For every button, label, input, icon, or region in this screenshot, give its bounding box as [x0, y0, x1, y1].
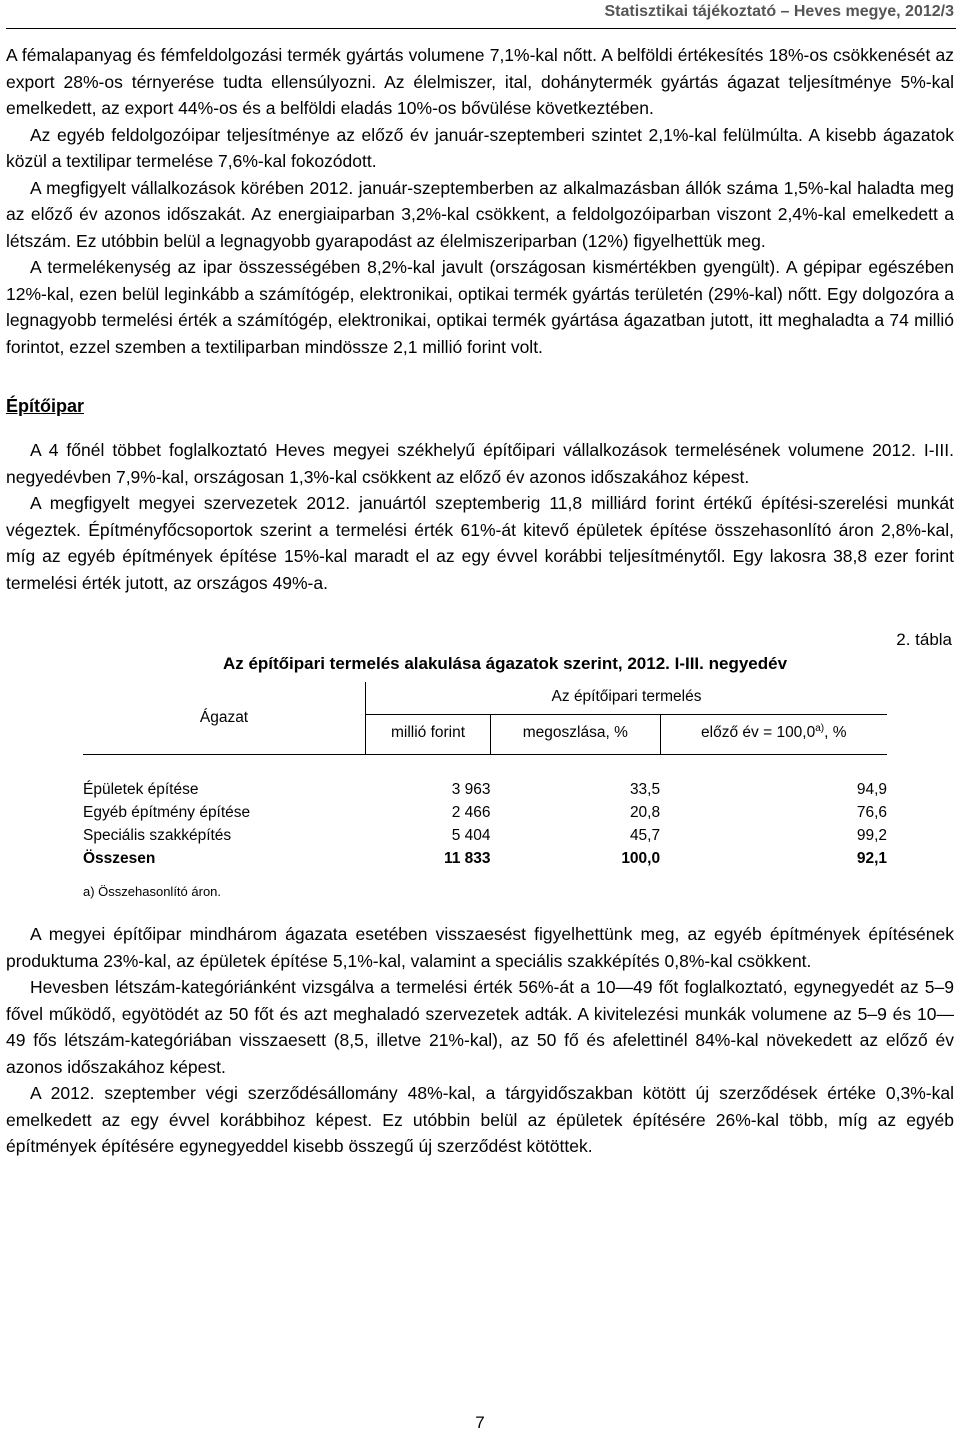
row-label: Egyéb építmény építése [83, 803, 251, 821]
page-number: 7 [475, 1413, 485, 1432]
page-content [6, 42, 954, 1160]
cell-million: 5 404 [451, 826, 491, 844]
running-header: Statisztikai tájékoztató – Heves megye, 2012/3 [604, 3, 954, 20]
paragraph: A termelékenység az ipar összességében 8,2%-kal javult (országosan kismértékben gyengült). A gépipar egészében 12%-kal, ezen belül leginkább a számítógép, elektronikai, optikai termék gyártás területén (29%-kal) nőtt. Egy dolgozóra a legnagyobb termelési érték a számítógép, elektronikai, optikai termék gyártása ágazatban jutott, itt meghaladta a 74 millió forintot, ezzel szemben a textiliparban mindössze 2,1 millió forint volt. [6, 257, 954, 357]
cell-million: 3 963 [451, 780, 491, 798]
cell-million: 2 466 [451, 803, 491, 821]
table-row [83, 801, 887, 824]
bottom-text [6, 921, 954, 1160]
cell-share: 33,5 [629, 780, 661, 798]
table-row [83, 778, 887, 801]
table-row [83, 824, 887, 847]
paragraph: A megfigyelt megyei szervezetek 2012. januártól szeptemberig 11,8 milliárd forint értékű építési-szerelési munkát végeztek. Építményfőcsoportok szerint a termelési érték 61%-át kitevő épületek építése összehasonlító áron 2,8%-kal, míg az egyéb építmények építése 15%-kal maradt el az egy évvel korábbi teljesítménytől. Egy lakosra 38,8 ezer forint termelési érték jutott, az országos 49%-a. [6, 493, 954, 593]
paragraph: Hevesben létszám-kategóriánként vizsgálva a termelési érték 56%-át a 10—49 főt foglalkoztató, egynegyedét az 5–9 fővel működő, egyötödét az 50 főt és azt meghaladó szervezetek adták. A kivitelezési munkák volumene az 5–9 és 10—49 fős létszám-kategóriában visszaesett (8,5, illetve 21%-kal), az 50 fő és afelettinél 84%-kal növekedett az előző év azonos időszakához képest. [6, 977, 954, 1077]
paragraph: A megfigyelt vállalkozások körében 2012. január-szeptemberben az alkalmazásban állók száma 1,5%-kal haladta meg az előző év azonos időszakát. Az energiaiparban 3,2%-kal csökkent, a feldolgozóiparban viszont 2,4%-kal emelkedett a létszám. Ez utóbbin belül a legnagyobb gyarapodást az élelmiszeriparban (12%) figyelhettük meg. [6, 177, 954, 251]
table-number: 2. tábla [896, 630, 952, 649]
paragraph: A fémalapanyag és fémfeldolgozási termék gyártás volumene 7,1%-kal nőtt. A belföldi értékesítés 18%-os csökkenését az export 28%-os térnyerése tudta ellensúlyozni. Az élelmiszer, ital, dohánytermék gyártás ágazat teljesítménye 5%-kal emelkedett, az export 44%-os és a belföldi eladás 10%-os bővülése következtében. [6, 45, 954, 118]
paragraph: Az egyéb feldolgozóipar teljesítménye az előző év január-szeptemberi szintet 2,1%-kal felülmúlta. A kisebb ágazatok közül a textilipar termelése 7,6%-kal fokozódott. [6, 124, 954, 171]
cell-prev-year: 94,9 [856, 780, 887, 798]
cell-prev-year: 92,1 [856, 849, 887, 867]
column-header-agazat: Ágazat [83, 682, 366, 755]
column-group-header: Az építőipari termelés [366, 682, 888, 715]
column-header-prev-year: előző év = $100,0^{a)}$, % [660, 715, 887, 755]
table-footnote: a) Összehasonlító áron. [83, 884, 222, 900]
paragraph: A 4 főnél többet foglalkoztató Heves megyei székhelyű építőipari vállalkozások termelésének volumene 2012. I-III. negyedévben 7,9%-kal, országosan 1,3%-kal csökkent az előző év azonos időszakához képest. [6, 440, 954, 487]
construction-table [83, 682, 887, 870]
row-label: Speciális szakképítés [83, 826, 232, 844]
cell-million: 11 833 [443, 849, 491, 867]
footnote-marker: a) [815, 723, 825, 734]
column-header-share: megoszlása, % [491, 715, 661, 755]
cell-share: 100,0 [621, 849, 661, 867]
paragraph: A 2012. szeptember végi szerződésállomány 48%-kal, a tárgyidőszakban kötött új szerződések értéke 0,3%-kal emelkedett az egy évvel korábbihoz képest. Ez utóbbin belül az épületek építésére 26%-kal több, míg az egyéb építmények építésére egynegyeddel kisebb összegű új szerződést kötöttek. [6, 1083, 954, 1157]
row-label: Épületek építése [83, 780, 199, 798]
table-title: Az építőipari termelés alakulása ágazatok szerint, 2012. I-III. negyedév [222, 654, 788, 673]
section-heading: Építőipar [6, 396, 85, 416]
column-header-million: millió forint [366, 715, 491, 755]
paragraph: A megyei építőipar mindhárom ágazata esetében visszaesést figyelhettünk meg, az egyéb építmények építésének produktuma 23%-kal, az épületek építése 5,1%-kal, valamint a speciális szakképítés 0,8%-kal csökkent. [6, 924, 954, 971]
cell-prev-year: 76,6 [856, 803, 887, 821]
cell-prev-year: 99,2 [856, 826, 887, 844]
cell-share: 45,7 [629, 826, 661, 844]
row-label: Összesen [83, 849, 156, 867]
header-rule [6, 28, 956, 29]
cell-share: 20,8 [629, 803, 661, 821]
table-row-total [83, 847, 887, 870]
